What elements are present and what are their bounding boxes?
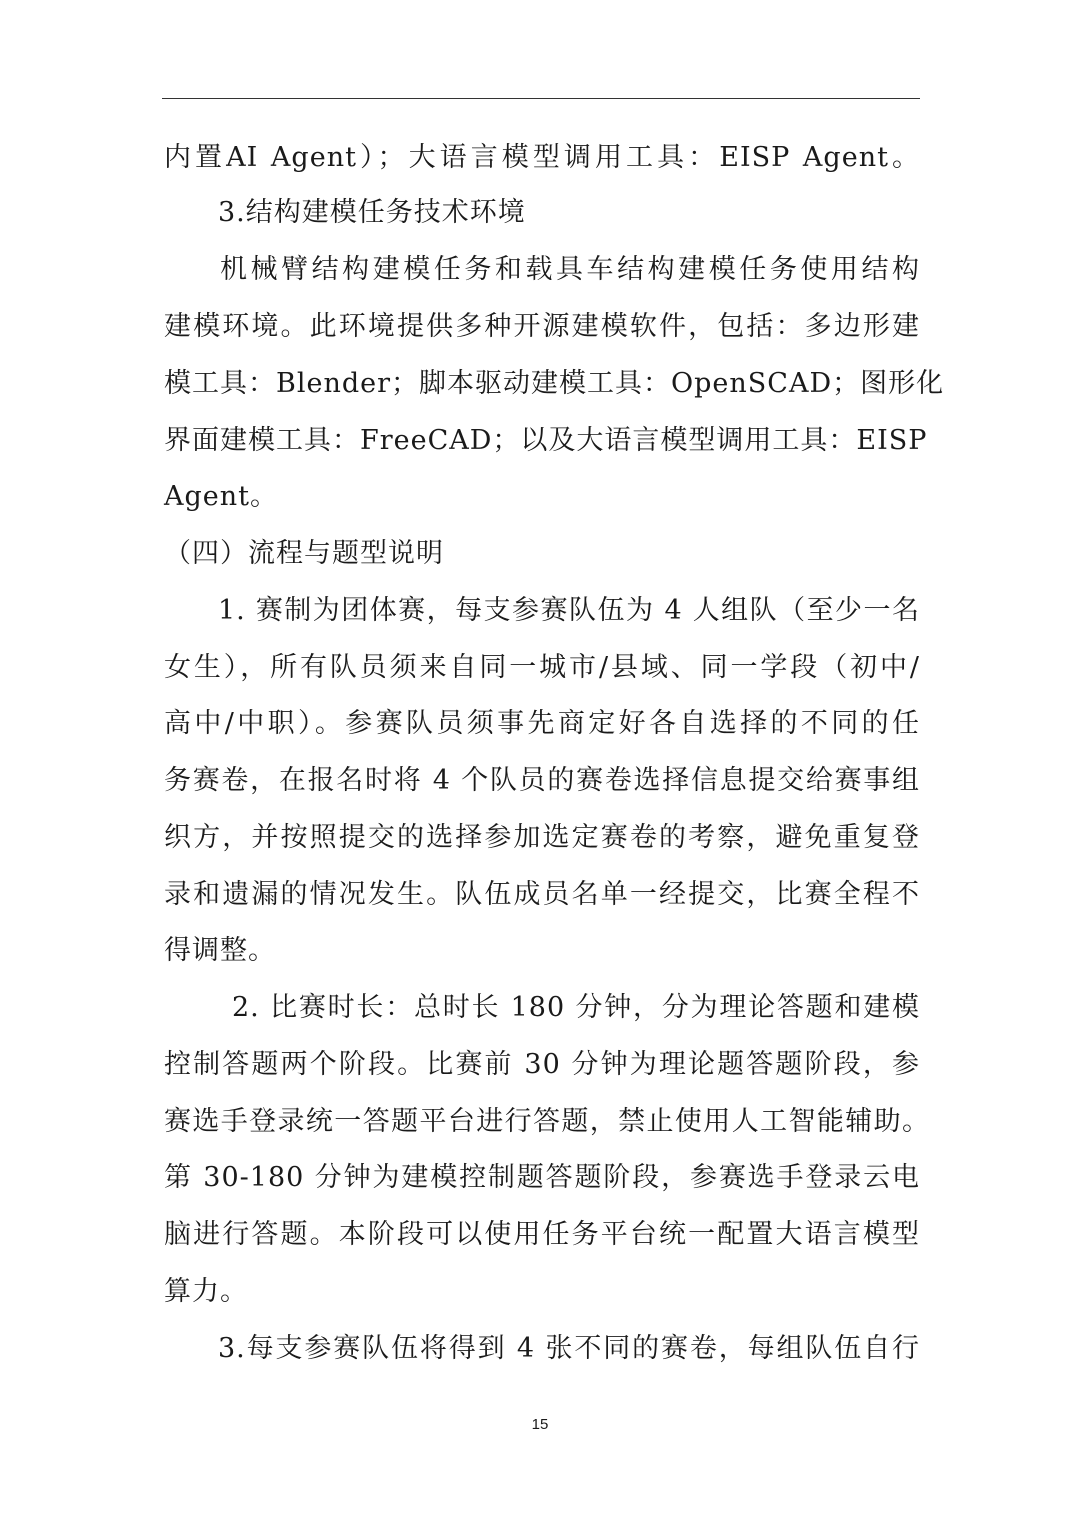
text-line: Agent。 — [164, 481, 278, 512]
text-line: 录和遗漏的情况发生。队伍成员名单一经提交，比赛全程不 — [164, 879, 920, 910]
text-line: 第 30-180 分钟为建模控制题答题阶段，参赛选手登录云电 — [164, 1162, 920, 1193]
text-line: 2. 比赛时长：总时长 180 分钟，分为理论答题和建模 — [232, 992, 920, 1023]
text-line: 1. 赛制为团体赛，每支参赛队伍为 4 人组队（至少一名 — [218, 595, 920, 626]
header-rule — [162, 98, 920, 99]
text-line: 得调整。 — [164, 935, 276, 966]
page-number: 15 — [531, 1416, 549, 1433]
text-line: 3.每支参赛队伍将得到 4 张不同的赛卷，每组队伍自行 — [218, 1333, 920, 1364]
text-line: 控制答题两个阶段。比赛前 30 分钟为理论题答题阶段，参 — [164, 1049, 920, 1080]
text-line: 模工具：Blender；脚本驱动建模工具：OpenSCAD；图形化 — [164, 368, 945, 399]
text-line: 算力。 — [164, 1276, 248, 1307]
text-line: 内置AI Agent）；大语言模型调用工具：EISP Agent。 — [164, 142, 920, 173]
text-line: 界面建模工具：FreeCAD；以及大语言模型调用工具：EISP — [164, 425, 928, 456]
section-heading: （四）流程与题型说明 — [164, 538, 444, 569]
text-line: 3.结构建模任务技术环境 — [218, 197, 526, 228]
text-line: 机械臂结构建模任务和载具车结构建模任务使用结构 — [220, 254, 920, 285]
text-line: 女生），所有队员须来自同一城市/县域、同一学段（初中/ — [164, 652, 920, 683]
text-line: 赛选手登录统一答题平台进行答题，禁止使用人工智能辅助。 — [164, 1106, 930, 1137]
text-line: 建模环境。此环境提供多种开源建模软件，包括：多边形建 — [164, 311, 920, 342]
text-line: 织方，并按照提交的选择参加选定赛卷的考察，避免重复登 — [164, 822, 920, 853]
text-line: 脑进行答题。本阶段可以使用任务平台统一配置大语言模型 — [164, 1219, 920, 1250]
text-line: 高中/中职）。参赛队员须事先商定好各自选择的不同的任 — [164, 708, 920, 739]
text-line: 务赛卷，在报名时将 4 个队员的赛卷选择信息提交给赛事组 — [164, 765, 920, 796]
